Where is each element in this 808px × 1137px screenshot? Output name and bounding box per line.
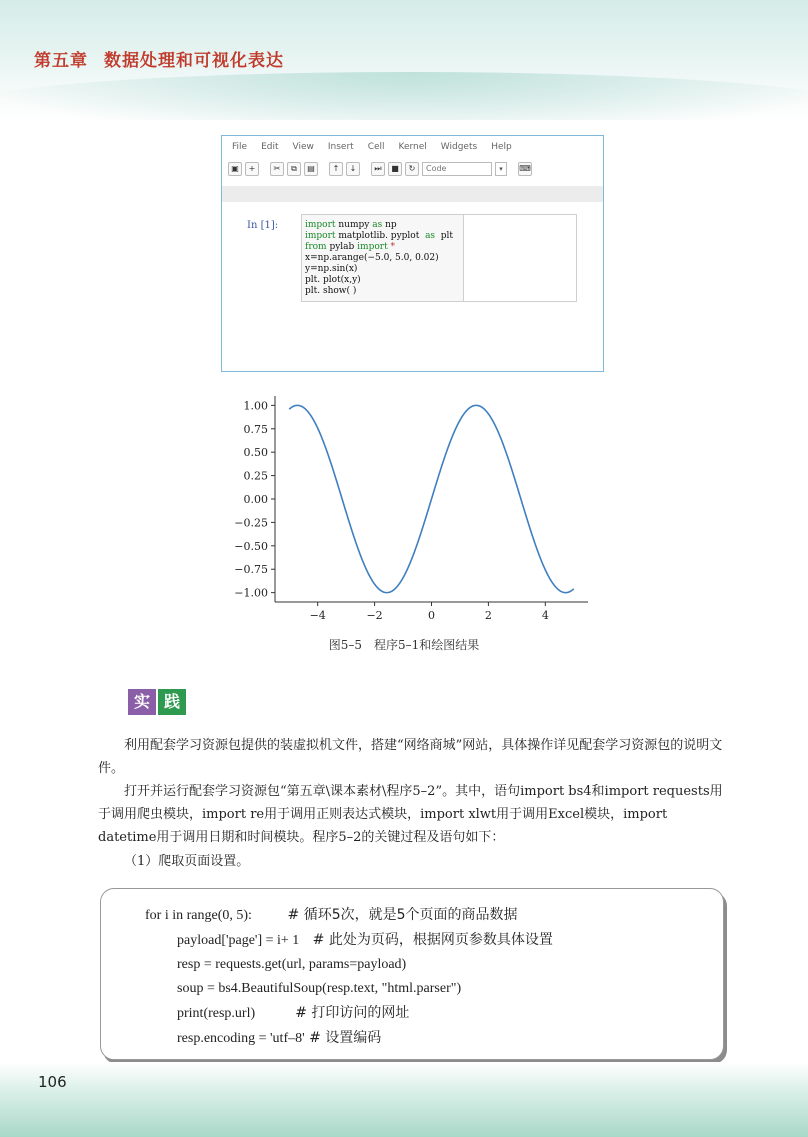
y-tick-label: −1.00 bbox=[234, 586, 268, 600]
cell-prompt: In [1]: bbox=[247, 220, 279, 231]
move-down-icon: ↓ bbox=[346, 162, 360, 176]
y-tick-label: 0.00 bbox=[243, 493, 268, 506]
cell-border bbox=[439, 214, 577, 302]
figure-caption: 图5–5 程序5–1和绘图结果 bbox=[328, 638, 480, 652]
code-cell bbox=[247, 214, 464, 302]
menu-item-view: View bbox=[292, 142, 314, 152]
page-header bbox=[0, 0, 808, 120]
cut-icon: ✂ bbox=[270, 162, 284, 176]
y-tick-label: 0.50 bbox=[243, 446, 268, 460]
code-line: x=np.arange(−5.0, 5.0, 0.02) bbox=[305, 253, 439, 263]
paragraph-3: （1）爬取页面设置。 bbox=[124, 854, 250, 869]
code-comment: # 设置编码 bbox=[304, 1030, 382, 1046]
menu-item-file: File bbox=[232, 142, 248, 152]
x-tick-label: 2 bbox=[484, 609, 492, 622]
code-line: import numpy as np bbox=[305, 220, 397, 230]
x-tick-label: 4 bbox=[541, 609, 549, 622]
code-listing-line bbox=[145, 1026, 723, 1051]
code-text: print(resp.url) bbox=[177, 1006, 256, 1021]
code-listing-line bbox=[145, 1001, 723, 1026]
code-line: y=np.sin(x) bbox=[305, 264, 358, 274]
chapter-number: 第五章 bbox=[34, 51, 88, 71]
code-line: from pylab import * bbox=[305, 242, 396, 252]
sine-plot bbox=[230, 390, 590, 630]
page-number: 106 bbox=[38, 1073, 67, 1091]
code-line: plt. show( ) bbox=[305, 286, 357, 296]
chapter-heading bbox=[34, 46, 300, 71]
header-decoration bbox=[0, 72, 808, 120]
menu-item-edit: Edit bbox=[261, 142, 279, 152]
practice-badge bbox=[128, 689, 186, 715]
code-listing-line bbox=[145, 903, 723, 928]
menu-item-insert: Insert bbox=[327, 142, 354, 152]
paragraph-2: 打开并运行配套学习资源包“第五章\课本素材\程序5–2”。其中，语句import bs4和import requests用于调用爬虫模块，import re用于调用正则表达式模块，import xlwt用于调用Excel模块，import datetime用于调用日期和时间模块。程序5–2的关键过程及语句如下： bbox=[98, 784, 723, 845]
keyboard-icon: ⌨ bbox=[518, 162, 532, 176]
menu-item-cell: Cell bbox=[367, 142, 385, 152]
code-line: import matplotlib. pyplot as plt bbox=[305, 231, 454, 241]
menu-item-kernel: Kernel bbox=[398, 142, 427, 152]
code-line: plt. plot(x,y) bbox=[305, 275, 361, 285]
badge-char-2: 践 bbox=[158, 689, 186, 715]
code-text: soup = bs4.BeautifulSoup(resp.text, "html.parser") bbox=[177, 981, 462, 996]
copy-icon: ⧉ bbox=[287, 162, 301, 176]
y-tick-label: −0.75 bbox=[234, 563, 268, 577]
chevron-down-icon: ▾ bbox=[495, 162, 507, 176]
notebook-separator bbox=[222, 186, 603, 202]
badge-char-1: 实 bbox=[128, 689, 156, 715]
code-listing-box bbox=[100, 888, 724, 1060]
notebook-toolbar bbox=[222, 158, 603, 180]
x-tick-label: −2 bbox=[366, 609, 383, 622]
code-text: resp = requests.get(url, params=payload) bbox=[177, 957, 407, 972]
paste-icon: ▤ bbox=[304, 162, 318, 176]
run-icon: ⏭ bbox=[371, 162, 385, 176]
save-icon: ▣ bbox=[228, 162, 242, 176]
move-up-icon: ↑ bbox=[329, 162, 343, 176]
page-footer bbox=[0, 1062, 808, 1137]
code-comment: # 此处为页码，根据网页参数具体设置 bbox=[299, 932, 553, 948]
y-tick-label: −0.25 bbox=[234, 516, 268, 530]
code-listing-line bbox=[145, 928, 723, 953]
code-text: resp.encoding = 'utf–8' bbox=[177, 1031, 305, 1046]
y-tick-label: 0.25 bbox=[243, 469, 268, 483]
menu-item-widgets: Widgets bbox=[440, 142, 478, 152]
x-tick-label: 0 bbox=[428, 609, 435, 622]
code-comment: # 循环5次，就是5个页面的商品数据 bbox=[251, 907, 518, 923]
add-cell-icon: + bbox=[245, 162, 259, 176]
jupyter-notebook-screenshot bbox=[221, 135, 604, 372]
x-tick-label: −4 bbox=[309, 609, 326, 622]
paragraph-1: 利用配套学习资源包提供的装虚拟机文件，搭建“网络商城”网站，具体操作详见配套学习资源包的说明文件。 bbox=[98, 738, 723, 776]
stop-icon: ■ bbox=[388, 162, 402, 176]
y-tick-label: 1.00 bbox=[243, 399, 268, 413]
code-text: payload['page'] = i+ 1 bbox=[177, 933, 300, 948]
menu-item-help: Help bbox=[491, 142, 512, 152]
notebook-menu-bar bbox=[222, 136, 603, 158]
code-text: for i in range(0, 5): bbox=[145, 908, 252, 923]
y-tick-label: 0.75 bbox=[243, 422, 268, 436]
series-line-sin bbox=[289, 405, 574, 592]
code-listing-line bbox=[145, 977, 723, 1001]
y-tick-label: −0.50 bbox=[234, 539, 268, 553]
cell-type-select: Code bbox=[422, 162, 492, 176]
chapter-title: 数据处理和可视化表达 bbox=[104, 51, 284, 71]
code-listing-line bbox=[145, 953, 723, 977]
restart-icon: ↻ bbox=[405, 162, 419, 176]
code-comment: # 打印访问的网址 bbox=[255, 1005, 410, 1021]
